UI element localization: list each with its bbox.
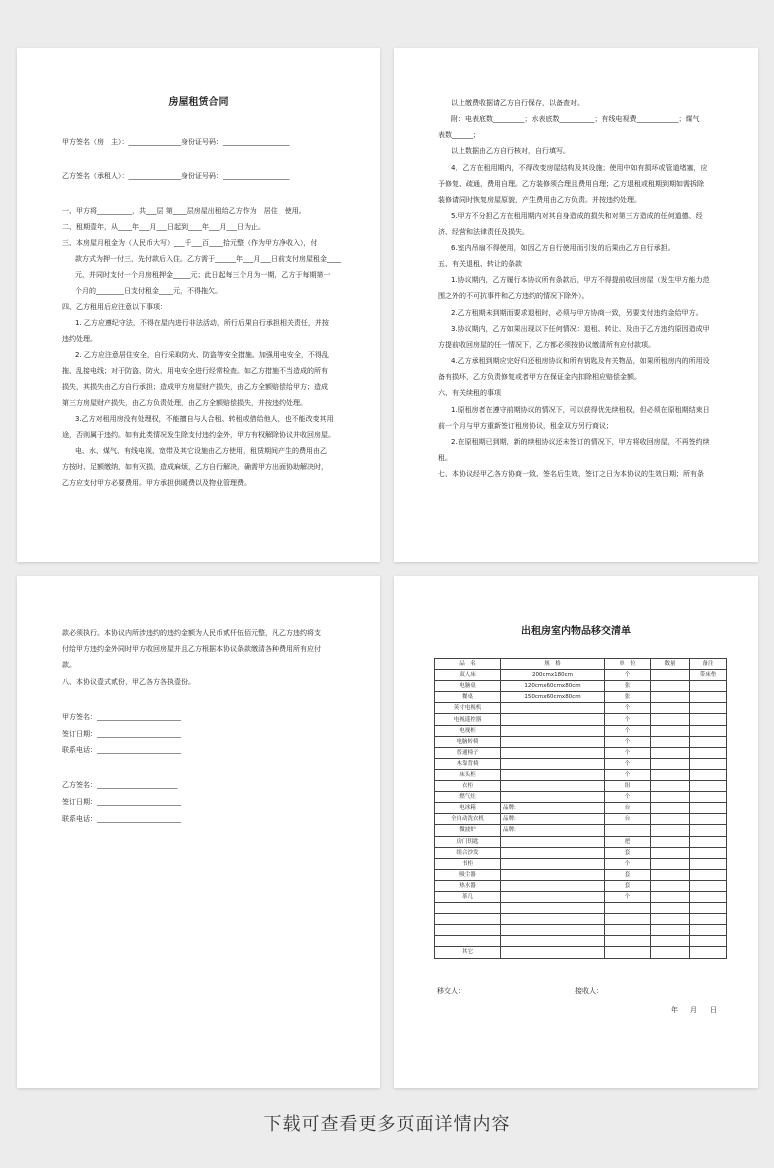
table-cell <box>690 925 727 936</box>
table-cell <box>651 747 690 758</box>
table-cell <box>690 903 727 914</box>
text-line: 签订日期：________________________ <box>62 798 181 806</box>
table-cell <box>435 936 501 947</box>
table-cell <box>651 792 690 803</box>
table-row <box>435 891 727 902</box>
table-cell: 品牌: <box>501 825 605 836</box>
month-label: 月 <box>690 1006 697 1014</box>
contract-page-1 <box>17 48 380 562</box>
table-cell <box>690 880 727 891</box>
table-cell <box>501 725 605 736</box>
table-row <box>435 947 727 958</box>
text-line: 签订日期：________________________ <box>62 730 181 738</box>
table-cell <box>690 703 727 714</box>
table-cell: 把 <box>605 836 651 847</box>
table-cell <box>651 781 690 792</box>
table-cell <box>690 858 727 869</box>
contract-page-2 <box>394 48 758 562</box>
table-cell <box>651 736 690 747</box>
table-row <box>435 781 727 792</box>
table-cell <box>690 747 727 758</box>
table-cell <box>605 903 651 914</box>
text-line: 2.在原租期已到期，新的续租协议还未签订的情况下，甲方将收回房屋，不再签约续 <box>451 438 710 446</box>
table-cell: 个 <box>605 858 651 869</box>
table-row <box>435 769 727 780</box>
table-cell: 150cmx60cmx80cm <box>501 692 605 703</box>
handover-label: 移交人： <box>437 987 465 995</box>
table-cell <box>501 703 605 714</box>
table-cell <box>690 681 727 692</box>
inventory-page <box>394 576 758 1088</box>
table-cell <box>605 825 651 836</box>
table-row <box>435 869 727 880</box>
text-line: 联系电话：________________________ <box>62 815 181 823</box>
table-cell: 200cmx180cm <box>501 670 605 681</box>
table-cell: 英寸电视机 <box>435 703 501 714</box>
inventory-title: 出租房室内物品移交清单 <box>521 626 631 637</box>
table-cell: 组合沙发 <box>435 847 501 858</box>
table-cell: 双人床 <box>435 670 501 681</box>
text-line: 乙方应支付甲方必要费用。甲方承担供暖费以及物业管理费。 <box>62 479 251 487</box>
text-line: 电、水、煤气、有线电视、宽带及其它设施由乙方使用，租赁期间产生的费用由乙 <box>75 447 327 455</box>
text-line: 方按时、足额缴纳，如有灭损，造成麻烦，乙方自行解决，确需甲方出面协助解决时， <box>62 463 328 471</box>
table-cell: 个 <box>605 747 651 758</box>
table-cell <box>651 725 690 736</box>
text-line: 5.甲方不分担乙方在租用期内对其自身造成的损失和对第三方造成的任何道德、经 <box>451 212 703 220</box>
table-cell <box>501 792 605 803</box>
table-cell: 电脑桌 <box>435 681 501 692</box>
table-cell <box>605 914 651 925</box>
table-cell <box>651 714 690 725</box>
table-cell: 个 <box>605 714 651 725</box>
table-row <box>435 681 727 692</box>
text-line: 款方式为押一付三，先付款后入住。乙方需于______年___月___日前支付房屋租金____ <box>75 255 341 263</box>
table-cell <box>651 825 690 836</box>
table-cell <box>501 891 605 902</box>
table-cell <box>435 903 501 914</box>
table-cell: 个 <box>605 758 651 769</box>
column-header: 品 名 <box>435 659 501 670</box>
table-cell <box>690 792 727 803</box>
table-cell <box>690 692 727 703</box>
table-header-row <box>435 659 727 670</box>
text-line: 2.乙方租期未到期而要求退租时，必须与甲方协商一致，另要支付违约金给甲方。 <box>451 309 703 317</box>
table-cell <box>605 925 651 936</box>
table-cell: 吸尘器 <box>435 869 501 880</box>
table-cell <box>690 836 727 847</box>
text-line: 前一个月与甲方重新签订租房协议，租金双方另行商议； <box>438 422 613 430</box>
table-cell <box>690 769 727 780</box>
table-cell <box>435 925 501 936</box>
table-cell: 普通椅子 <box>435 747 501 758</box>
table-cell: 带床垫 <box>690 670 727 681</box>
table-cell <box>690 736 727 747</box>
inventory-table <box>434 658 727 959</box>
text-line: 4.乙方承租到期应完好归还租房协议和所有钥匙及有关物品，如果所租房内的所用设 <box>451 357 710 365</box>
text-line: 6.室内吊扇不得使用，如因乙方自行使用而引发的后果由乙方自行承担。 <box>451 244 675 252</box>
table-cell <box>501 936 605 947</box>
text-line: 4．乙方在租用期内，不得改变房屋结构及其设施；使用中如有损坏或管道堵塞，应 <box>451 164 708 172</box>
table-cell <box>651 847 690 858</box>
text-line: 装修请同时恢复房屋原貌，产生费用由乙方负责。并按违约处理。 <box>438 196 641 204</box>
text-line: 围之外的不可抗事件和乙方违约的情况下除外）。 <box>438 292 589 300</box>
table-cell: 衣柜 <box>435 781 501 792</box>
table-cell: 电冰箱 <box>435 803 501 814</box>
table-cell <box>501 747 605 758</box>
table-row <box>435 936 727 947</box>
text-line: 六、有关续租的事项 <box>438 389 501 397</box>
contract-page-3 <box>17 576 380 1088</box>
table-cell: 组 <box>605 781 651 792</box>
text-line: 个月的________日支付租金____元，不得拖欠。 <box>75 287 222 295</box>
text-line: 1.协议期内，乙方履行本协议所有条款后，甲方不得提前收回房屋（发生甲方能力范 <box>451 276 710 284</box>
table-row <box>435 792 727 803</box>
table-cell: 个 <box>605 891 651 902</box>
table-cell <box>651 925 690 936</box>
text-line: 七、本协议经甲乙各方协商一致、签名后生效，签订之日为本协议的生效日期；所有条 <box>438 470 704 478</box>
text-line: 拖、乱接电线；对于防盗、防火、用电安全进行经常检查。如乙方措施不当造成的所有 <box>62 367 328 375</box>
table-cell <box>651 769 690 780</box>
text-line: 八、本协议壹式贰份，甲乙各方各执壹份。 <box>62 678 195 686</box>
table-cell <box>651 703 690 714</box>
table-row <box>435 670 727 681</box>
table-cell <box>651 681 690 692</box>
table-cell: 120cmx60cmx80cm <box>501 681 605 692</box>
table-cell <box>651 858 690 869</box>
table-cell <box>690 803 727 814</box>
table-cell <box>651 836 690 847</box>
table-cell <box>690 891 727 902</box>
table-cell: 套 <box>605 880 651 891</box>
text-line: 乙方签名（承租人）：_______________身份证号码：___________________ <box>62 172 290 180</box>
table-cell: 个 <box>605 769 651 780</box>
table-cell <box>501 903 605 914</box>
table-cell <box>690 825 727 836</box>
table-cell <box>651 891 690 902</box>
text-line: 二、租期壹年，从____年___月___日起到____年___月___日为止。 <box>62 223 265 231</box>
table-cell <box>690 914 727 925</box>
table-cell: 书柜 <box>435 858 501 869</box>
table-row <box>435 725 727 736</box>
text-line: 款必须执行。本协议内所涉违约的违约金额为人民币贰仟伍佰元整，凡乙方违约将支 <box>62 629 321 637</box>
table-cell <box>651 758 690 769</box>
table-cell <box>651 914 690 925</box>
table-cell: 个 <box>605 670 651 681</box>
table-row <box>435 692 727 703</box>
text-line: 1.原租房者在遵守前期协议的情况下，可以获得优先续租权，但必须在原租期结束日 <box>451 406 710 414</box>
table-cell <box>651 936 690 947</box>
table-cell: 热水器 <box>435 880 501 891</box>
table-row <box>435 814 727 825</box>
table-row <box>435 914 727 925</box>
table-cell <box>690 947 727 958</box>
table-cell <box>501 736 605 747</box>
table-cell: 全自动洗衣机 <box>435 814 501 825</box>
text-line: 元，并同时支付一个月房租押金_____元；此日起每三个月为一期，乙方于每期第一 <box>75 271 331 279</box>
table-cell: 餐桌 <box>435 692 501 703</box>
column-header: 数量 <box>651 659 690 670</box>
table-row <box>435 903 727 914</box>
table-cell: 木靠背椅 <box>435 758 501 769</box>
text-line: 以上数据由乙方自行核对，自行填写。 <box>451 147 570 155</box>
table-cell: 台 <box>605 803 651 814</box>
text-line: 甲方签名（房 主）：_______________身份证号码：___________________ <box>62 138 290 146</box>
table-cell: 台 <box>605 814 651 825</box>
text-line: 四、乙方租用后应注意以下事项： <box>62 303 167 311</box>
table-row <box>435 847 727 858</box>
table-cell <box>605 947 651 958</box>
table-cell: 床头柜 <box>435 769 501 780</box>
text-line: 五、有关退租、转让的条款 <box>438 260 522 268</box>
text-line: 3.乙方对租用房没有处理权，不能擅自与人合租、转租或借给他人，也不能改变其用 <box>75 415 334 423</box>
text-line: 一、甲方将__________，共___层 第____层房屋出租给乙方作为 居住 使用。 <box>62 207 306 215</box>
table-cell: 个 <box>605 736 651 747</box>
table-cell <box>501 914 605 925</box>
text-line: 租。 <box>438 454 452 462</box>
text-line: 表数______； <box>438 131 480 139</box>
table-cell <box>651 692 690 703</box>
text-line: 款。 <box>62 661 76 669</box>
table-cell <box>690 936 727 947</box>
text-line: 济、经营和法律责任及损失。 <box>438 228 529 236</box>
table-cell: 房门钥匙 <box>435 836 501 847</box>
text-line: 联系电话：________________________ <box>62 746 181 754</box>
text-line: 乙方签名：_______________________ <box>62 781 178 789</box>
text-line: 方提前收回房屋的任一情况下，乙方都必须按协议缴清所有应付款项。 <box>438 341 655 349</box>
text-line: 2. 乙方应注意居住安全，自行采取防火、防盗等安全措施。加强用电安全，不得乱 <box>75 351 329 359</box>
table-cell <box>651 947 690 958</box>
table-cell <box>690 725 727 736</box>
table-row <box>435 703 727 714</box>
table-cell <box>501 769 605 780</box>
text-line: 三、本房屋月租金为（人民币大写）___千___百____拾元整（作为甲方净收入），付 <box>62 239 318 247</box>
table-row <box>435 836 727 847</box>
receiver-label: 接收人： <box>575 987 603 995</box>
table-cell: 电脑转椅 <box>435 736 501 747</box>
table-row <box>435 714 727 725</box>
table-cell: 个 <box>605 725 651 736</box>
table-cell <box>651 670 690 681</box>
table-cell <box>501 880 605 891</box>
table-cell: 燃气灶 <box>435 792 501 803</box>
text-line: 予修复、疏通，费用自理。乙方装修须合理且费用自理；乙方退租或租期到期如需拆除 <box>438 180 704 188</box>
table-cell <box>501 847 605 858</box>
column-header: 单 位 <box>605 659 651 670</box>
table-cell <box>690 869 727 880</box>
text-line: 甲方签名：________________________ <box>62 713 181 721</box>
table-row <box>435 758 727 769</box>
table-cell <box>651 814 690 825</box>
table-cell <box>501 925 605 936</box>
table-cell <box>690 847 727 858</box>
table-cell: 其它 <box>435 947 501 958</box>
download-more-footer: 下载可查看更多页面详情内容 <box>263 1114 511 1135</box>
text-line: 违约处理。 <box>62 335 97 343</box>
column-header: 备注 <box>690 659 727 670</box>
table-cell: 套 <box>605 847 651 858</box>
year-label: 年 <box>671 1006 678 1014</box>
table-row <box>435 825 727 836</box>
table-cell: 微波炉 <box>435 825 501 836</box>
table-cell <box>605 936 651 947</box>
table-cell <box>501 869 605 880</box>
table-cell <box>501 781 605 792</box>
table-cell: 套 <box>605 869 651 880</box>
table-cell <box>501 836 605 847</box>
table-cell <box>690 714 727 725</box>
table-cell: 个 <box>605 792 651 803</box>
table-row <box>435 925 727 936</box>
table-cell <box>651 880 690 891</box>
table-cell <box>501 947 605 958</box>
table-cell <box>651 903 690 914</box>
table-cell: 电视柜 <box>435 725 501 736</box>
text-line: 途，否则属于违约。如有此类情况发生除支付违约金外，甲方有权解除协议并收回房屋。 <box>62 431 335 439</box>
table-row <box>435 880 727 891</box>
table-cell <box>690 814 727 825</box>
table-cell: 张 <box>605 692 651 703</box>
table-cell: 品牌: <box>501 814 605 825</box>
table-cell: 电视遥控器 <box>435 714 501 725</box>
table-cell <box>435 914 501 925</box>
day-label: 日 <box>710 1006 717 1014</box>
table-cell <box>501 758 605 769</box>
table-cell: 茶几 <box>435 891 501 902</box>
text-line: 3.协议期内，乙方如果出现以下任何情况：退租、转让、及由于乙方违约原因造成甲 <box>451 325 710 333</box>
table-row <box>435 803 727 814</box>
text-line: 1. 乙方应遵纪守法，不得在屋内进行非法活动，所行后果自行承担相关责任，并按 <box>75 319 329 327</box>
table-cell: 个 <box>605 703 651 714</box>
table-cell: 品牌: <box>501 803 605 814</box>
table-cell: 张 <box>605 681 651 692</box>
text-line: 第三方房屋财产损失，由乙方负责处理，由乙方全额赔偿损失，并按违约处理。 <box>62 399 307 407</box>
text-line: 损失，其损失由乙方自行承担；造成甲方房屋财产损失，由乙方全额赔偿给甲方；造成 <box>62 383 328 391</box>
table-cell <box>501 714 605 725</box>
text-line: 备有损坏，乙方负责修复或者甲方在保证金内扣除相应赔偿金额。 <box>438 373 641 381</box>
table-cell <box>651 869 690 880</box>
table-row <box>435 858 727 869</box>
contract-title: 房屋租赁合同 <box>168 97 229 108</box>
table-row <box>435 736 727 747</box>
table-row <box>435 747 727 758</box>
text-line: 以上缴费收据请乙方自行保存，以备查对。 <box>451 99 584 107</box>
table-cell <box>690 758 727 769</box>
text-line: 付给甲方违约金外同时甲方收回房屋并且乙方根据本协议条款缴清各种费用所有应付 <box>62 645 321 653</box>
table-cell <box>501 858 605 869</box>
column-header: 规 格 <box>501 659 605 670</box>
text-line: 附：电表底数_________；水表底数__________；有线电视费____________；煤气 <box>451 115 700 123</box>
table-cell <box>651 803 690 814</box>
table-cell <box>690 781 727 792</box>
